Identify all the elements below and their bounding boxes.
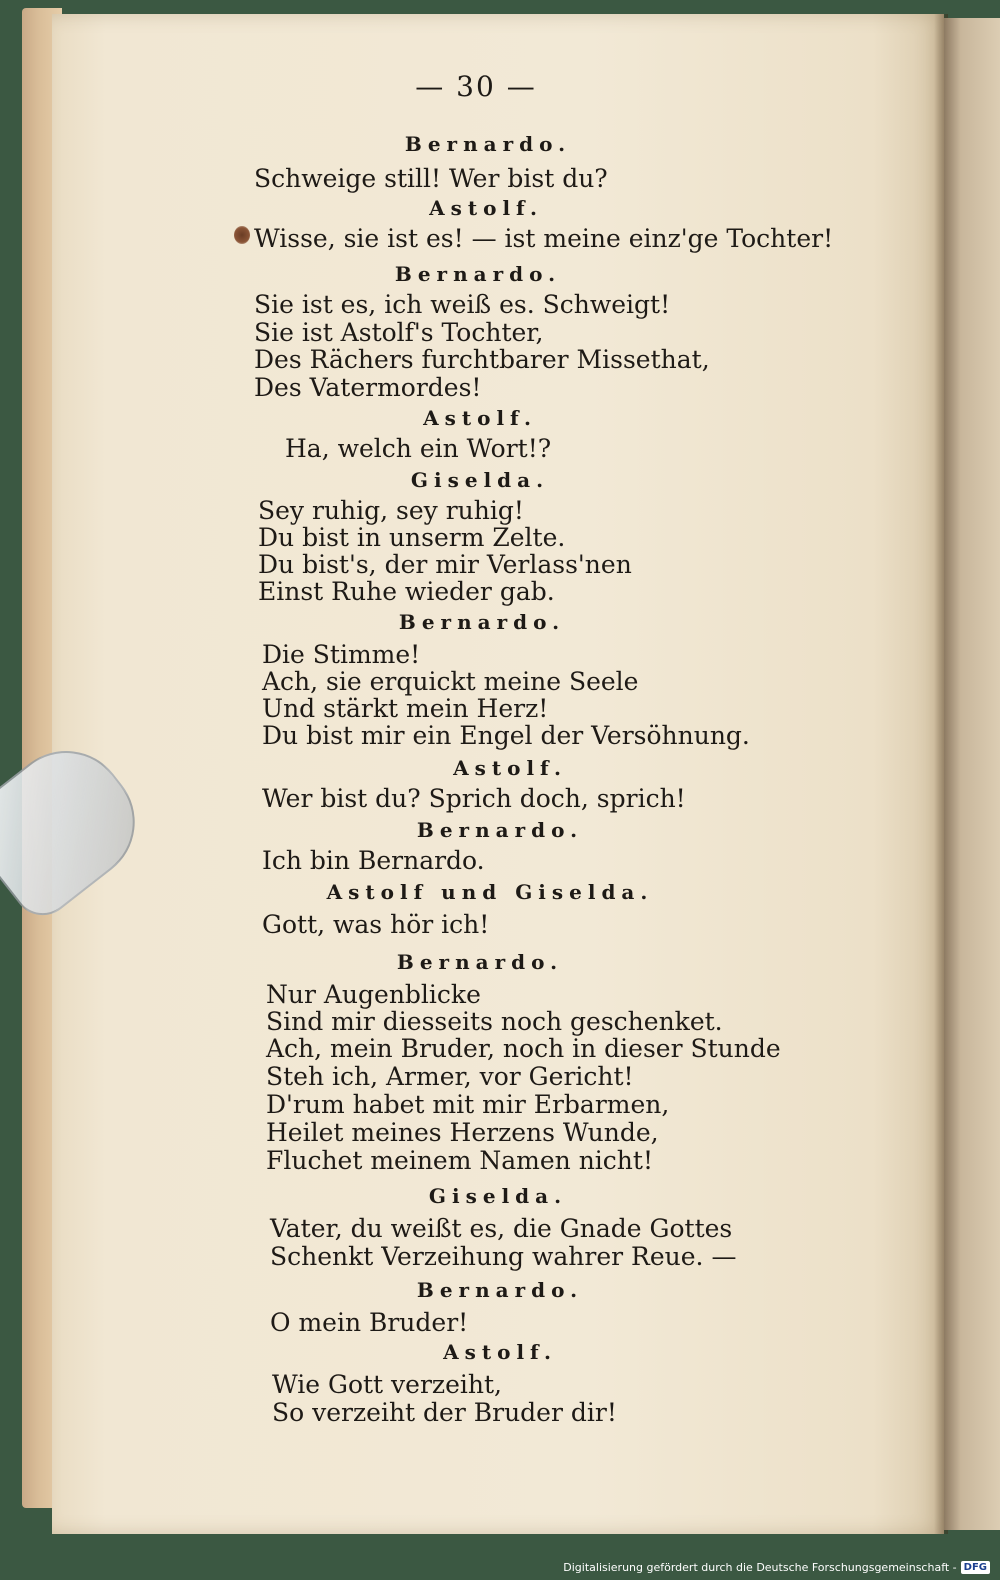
verse-line: Sind mir diesseits noch geschenket.: [266, 1007, 723, 1036]
verse-line: Des Vatermordes!: [254, 373, 482, 402]
verse-line: Ich bin Bernardo.: [262, 846, 485, 875]
verse-line: Und stärkt mein Herz!: [262, 694, 549, 723]
speaker-heading: Astolf und Giselda.: [326, 880, 654, 904]
verse-line: Ach, mein Bruder, noch in dieser Stunde: [266, 1034, 781, 1063]
verse-line: Fluchet meinem Namen nicht!: [266, 1146, 653, 1175]
verse-line: Ha, welch ein Wort!?: [285, 434, 552, 463]
verse-line: O mein Bruder!: [270, 1308, 469, 1337]
page-number: — 30 —: [415, 70, 537, 103]
verse-line: Steh ich, Armer, vor Gericht!: [266, 1062, 634, 1091]
speaker-heading: Giselda.: [410, 468, 550, 492]
verse-line: D'rum habet mit mir Erbarmen,: [266, 1090, 670, 1119]
speaker-heading: Bernardo.: [416, 818, 584, 842]
verse-line: Gott, was hör ich!: [262, 910, 490, 939]
verse-line: Sie ist Astolf's Tochter,: [254, 318, 544, 347]
verse-line: Des Rächers furchtbarer Missethat,: [254, 345, 710, 374]
verse-line: Vater, du weißt es, die Gnade Gottes: [270, 1214, 733, 1243]
speaker-heading: Astolf.: [429, 196, 543, 220]
verse-line: Ach, sie erquickt meine Seele: [262, 667, 639, 696]
speaker-heading: Astolf.: [453, 756, 567, 780]
verse-line: Nur Augenblicke: [266, 980, 481, 1009]
verse-line: Heilet meines Herzens Wunde,: [266, 1118, 659, 1147]
verse-line: Sey ruhig, sey ruhig!: [258, 496, 524, 525]
speaker-heading: Bernardo.: [394, 262, 562, 286]
verse-line: Die Stimme!: [262, 640, 421, 669]
verse-line: Du bist in unserm Zelte.: [258, 523, 566, 552]
verse-line: Sie ist es, ich weiß es. Schweigt!: [254, 290, 671, 319]
digitization-footer: [563, 1558, 990, 1576]
speaker-heading: Astolf.: [423, 406, 537, 430]
speaker-heading: Bernardo.: [404, 132, 572, 156]
dfg-logo-icon: DFG: [961, 1561, 990, 1574]
verse-line: Du bist mir ein Engel der Versöhnung.: [262, 721, 750, 750]
verse-line: So verzeiht der Bruder dir!: [272, 1398, 617, 1427]
footer-text: Digitalisierung gefördert durch die Deutsche Forschungsgemeinschaft -: [563, 1560, 957, 1574]
speaker-heading: Bernardo.: [416, 1278, 584, 1302]
verse-line: Einst Ruhe wieder gab.: [258, 577, 555, 606]
speaker-heading: Giselda.: [428, 1184, 568, 1208]
verse-line: Wer bist du? Sprich doch, sprich!: [262, 784, 686, 813]
verse-line: Wisse, sie ist es! — ist meine einz'ge Tochter!: [254, 224, 834, 253]
verse-line: Schweige still! Wer bist du?: [254, 164, 608, 193]
speaker-heading: Bernardo.: [396, 950, 564, 974]
verse-line: Du bist's, der mir Verlass'nen: [258, 550, 632, 579]
verse-line: Schenkt Verzeihung wahrer Reue. —: [270, 1242, 737, 1271]
verse-line: Wie Gott verzeiht,: [272, 1370, 502, 1399]
speaker-heading: Bernardo.: [398, 610, 566, 634]
speaker-heading: Astolf.: [443, 1340, 557, 1364]
